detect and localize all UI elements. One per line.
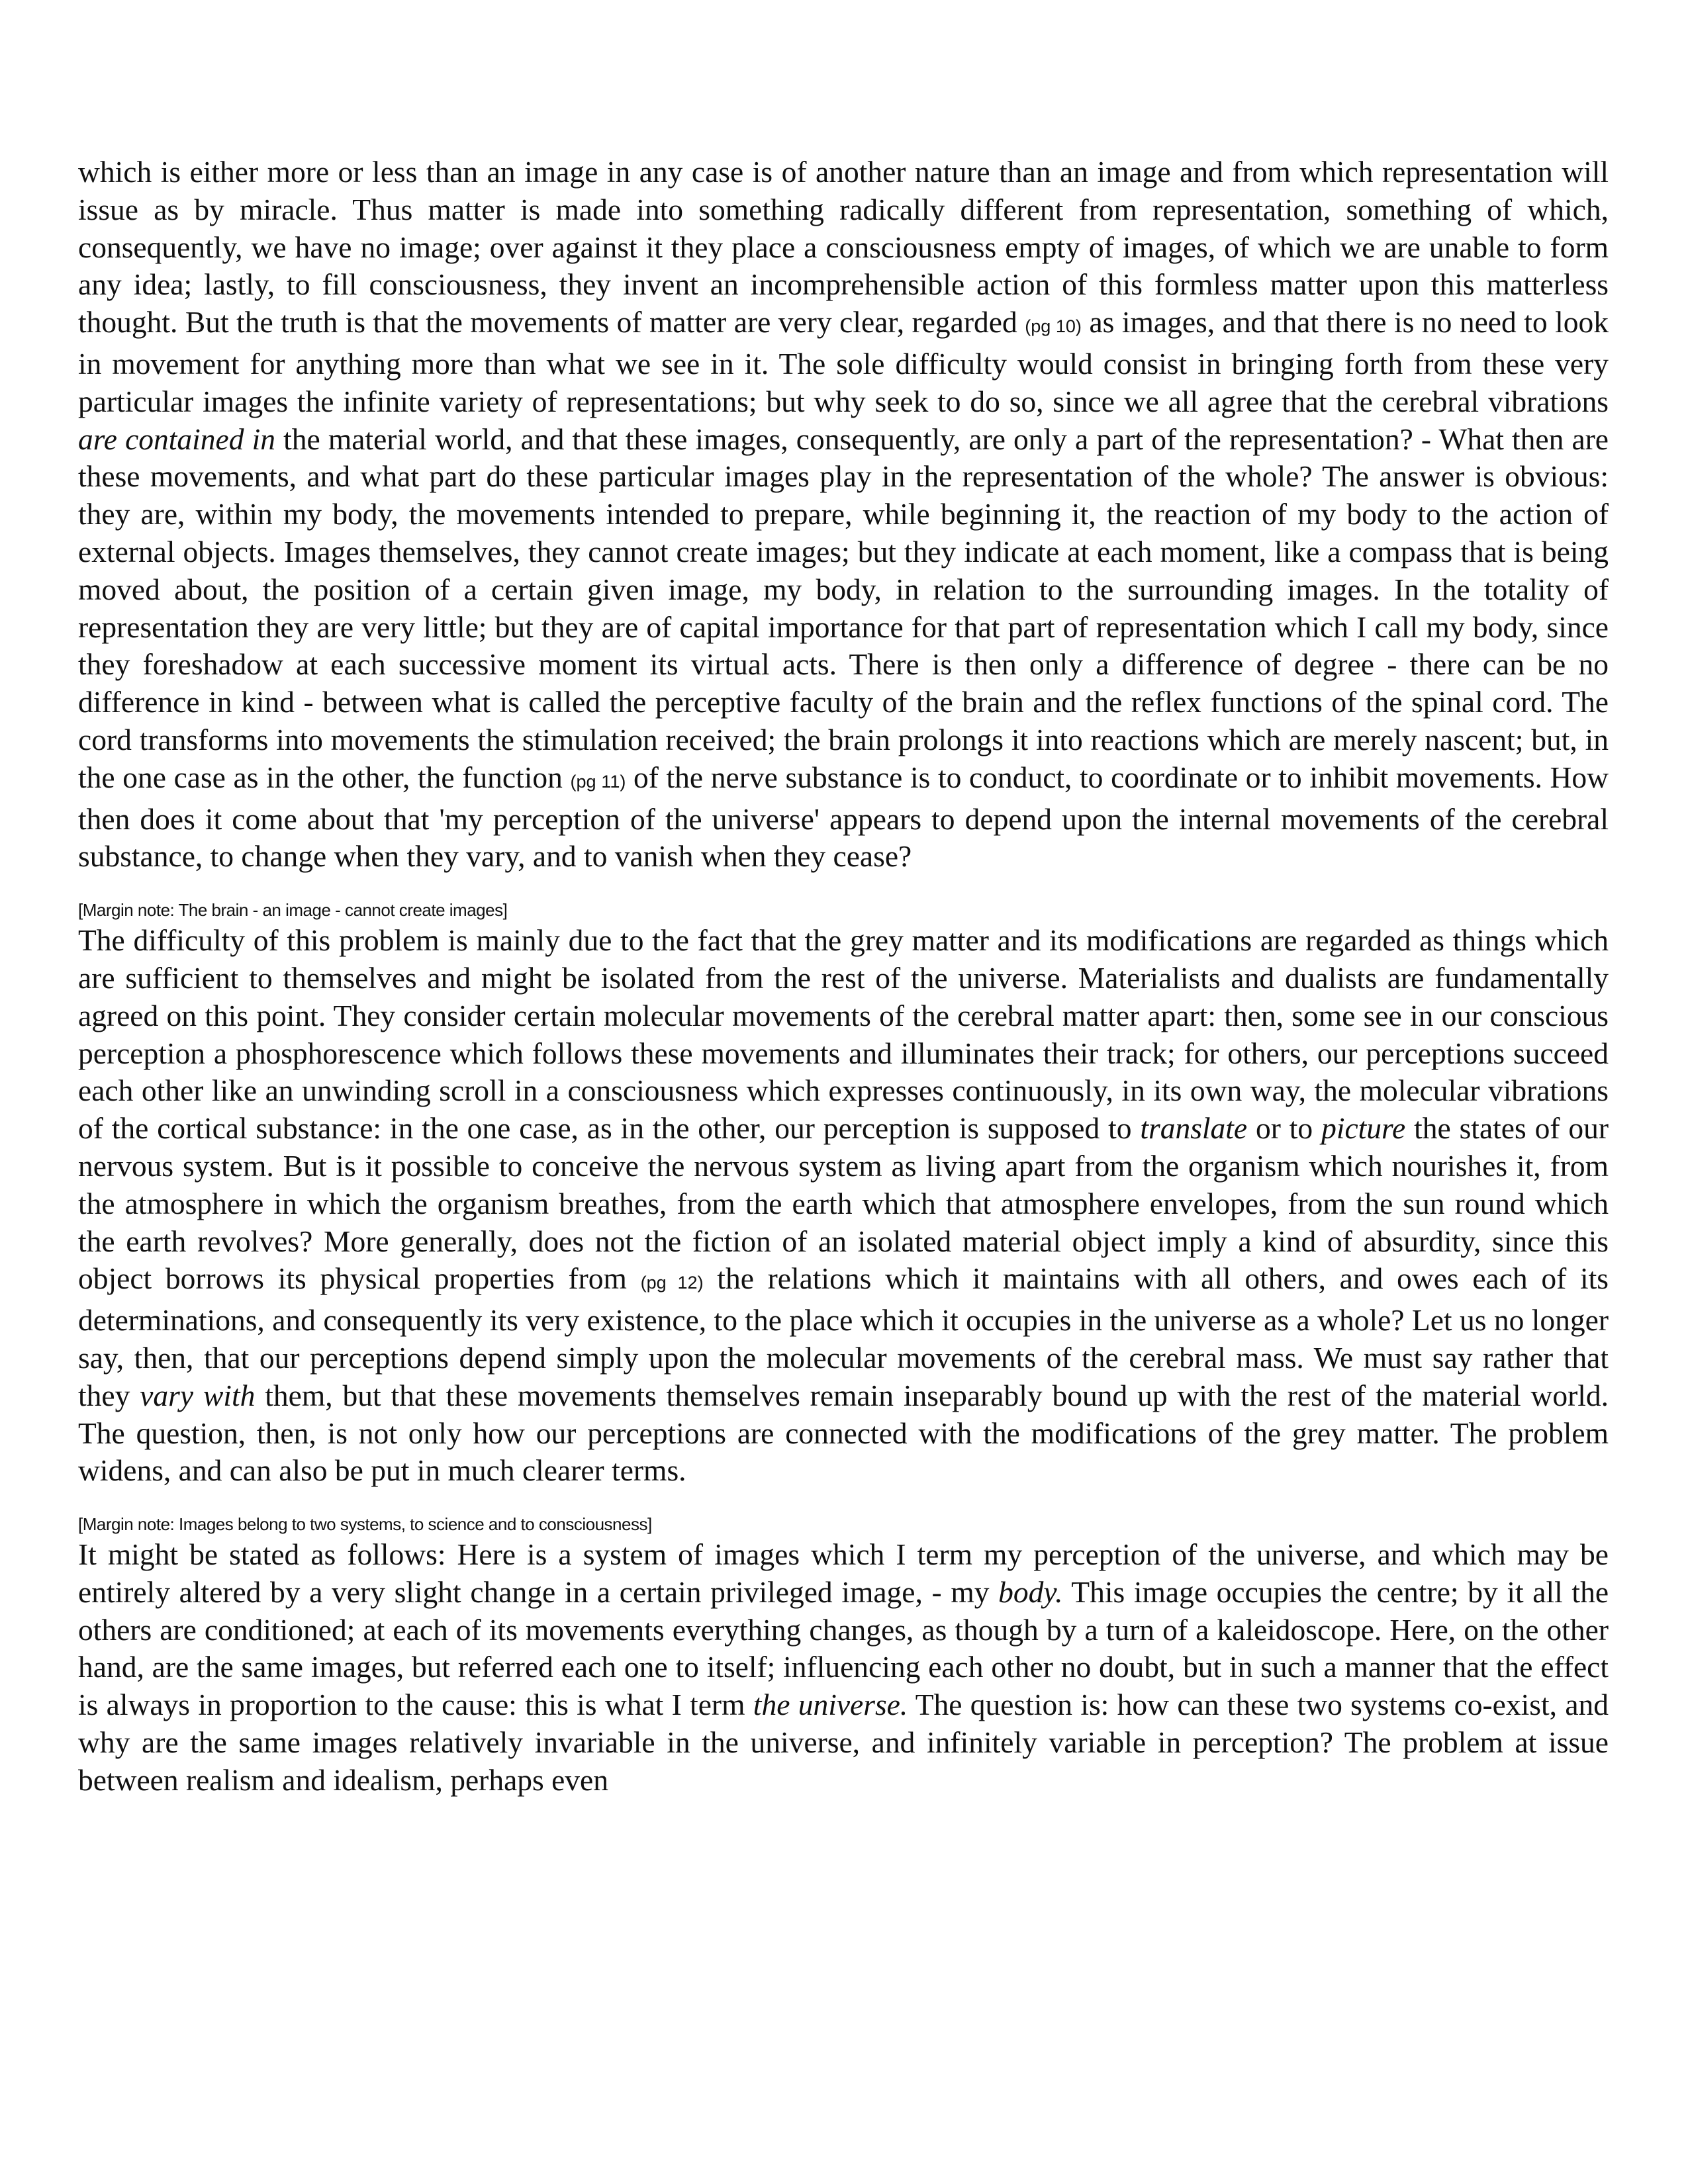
margin-note: [Margin note: Images belong to two systems, to science and to consciousness]: [78, 1514, 652, 1535]
emphasis-text: translate: [1140, 1111, 1248, 1146]
body-text: of the nerve substance is to conduct, to coordinate or to inhibit movements. How then does it come about that 'my perception of the universe' appears to depend upon the internal movements of the cerebral substance, to change when they vary, and to vanish when they cease?: [78, 760, 1609, 874]
body-text: or to: [1256, 1111, 1313, 1146]
emphasis-text: vary with: [140, 1378, 256, 1412]
paragraph: [78, 922, 1609, 1490]
emphasis-text: picture: [1321, 1111, 1406, 1146]
body-text: The difficulty of this problem is mainly due to the fact that the grey matter and its modifications are regarded as things which are sufficient to themselves and might be isolated from the rest of the universe. Materialists and dualists are fundamentally agreed on this point. They consider certain molecular movements of the cerebral matter apart: then, some see in our conscious perception a phosphorescence which follows these movements and illuminates their track; for others, our perceptions succeed each other like an unwinding scroll in a consciousness which expresses continuously, in its own way, the molecular vibrations of the cortical substance: in the one case, as in the other, our perception is supposed to: [78, 923, 1609, 1146]
page-marker: (pg 12): [640, 1273, 704, 1293]
body-text: The question is: how can these two systems co-exist, and why are the same images relatively invariable in the universe, and infinitely variable in perception? The problem at issue between realism and idealism, perhaps even: [78, 1688, 1609, 1797]
paragraph: [78, 154, 1609, 876]
body-text: them, but that these movements themselves remain inseparably bound up with the rest of the material world. The question, then, is not only how our perceptions are connected with the modifications of the grey matter. The problem widens, and can also be put in much clearer terms.: [78, 1378, 1609, 1488]
page-marker: (pg 11): [570, 771, 626, 792]
emphasis-text: body.: [998, 1574, 1063, 1609]
emphasis-text: the universe.: [753, 1688, 908, 1722]
paragraph: [78, 1536, 1609, 1799]
body-text: which is either more or less than an image in any case is of another nature than an image and from which representation will issue as by miracle. Thus matter is made into something radically different from representation, something of which, consequently, we have no image; over against it they place a consciousness empty of images, of which we are unable to form any idea; lastly, to fill consciousness, they invent an incomprehensible action of this formless matter upon this matterless thought. But the truth is that the movements of matter are very clear, regarded: [78, 155, 1609, 340]
page-marker: (pg 10): [1025, 316, 1082, 337]
body-text: the material world, and that these images, consequently, are only a part of the representation? - What then are these movements, and what part do these particular images play in the representation of the whole? The answer is obvious: they are, within my body, the movements intended to prepare, while beginning it, the reaction of my body to the action of external objects. Images themselves, they cannot create images; but they indicate at each moment, like a compass that is being moved about, the position of a certain given image, my body, in relation to the surrounding images. In the totality of representation they are very little; but they are of capital importance for that part of representation which I call my body, since they foreshadow at each successive moment its virtual acts. There is then only a difference of degree - there can be no difference in kind - between what is called the perceptive faculty of the brain and the reflex functions of the spinal cord. The cord transforms into movements the stimulation received; the brain prolongs it into reactions which are merely nascent; but, in the one case as in the other, the function: [78, 422, 1609, 794]
body-text: the states of our nervous system. But is it possible to conceive the nervous system as living apart from the organism which nourishes it, from the atmosphere in which the organism breathes, from the earth which that atmosphere envelopes, from the sun round which the earth revolves? More generally, does not the fiction of an isolated material object imply a kind of absurdity, since this object borrows its physical properties from: [78, 1111, 1609, 1296]
body-text: This image occupies the centre; by it all the others are conditioned; at each of its movements everything changes, as though by a turn of a kaleidoscope. Here, on the other hand, are the same images, but referred each one to itself; influencing each other no doubt, but in such a manner that the effect is always in proportion to the cause: this is what I term: [78, 1574, 1609, 1722]
body-text: the relations which it maintains with all others, and owes each of its determinations, and consequently its very existence, to the place which it occupies in the universe as a whole? Let us no longer say, then, that our perceptions depend simply upon the molecular movements of the cerebral mass. We must say rather that they: [78, 1261, 1609, 1412]
document-page: [78, 154, 1609, 1799]
body-text: It might be stated as follows: Here is a system of images which I term my perception of the universe, and which may be entirely altered by a very slight change in a certain privileged image, - my: [78, 1537, 1609, 1609]
body-text: as images, and that there is no need to look in movement for anything more than what we see in it. The sole difficulty would consist in bringing forth from these very particular images the infinite variety of representations; but why seek to do so, since we all agree that the cerebral vibrations: [78, 305, 1609, 418]
emphasis-text: are contained in: [78, 422, 276, 456]
margin-note: [Margin note: The brain - an image - cannot create images]: [78, 900, 508, 921]
